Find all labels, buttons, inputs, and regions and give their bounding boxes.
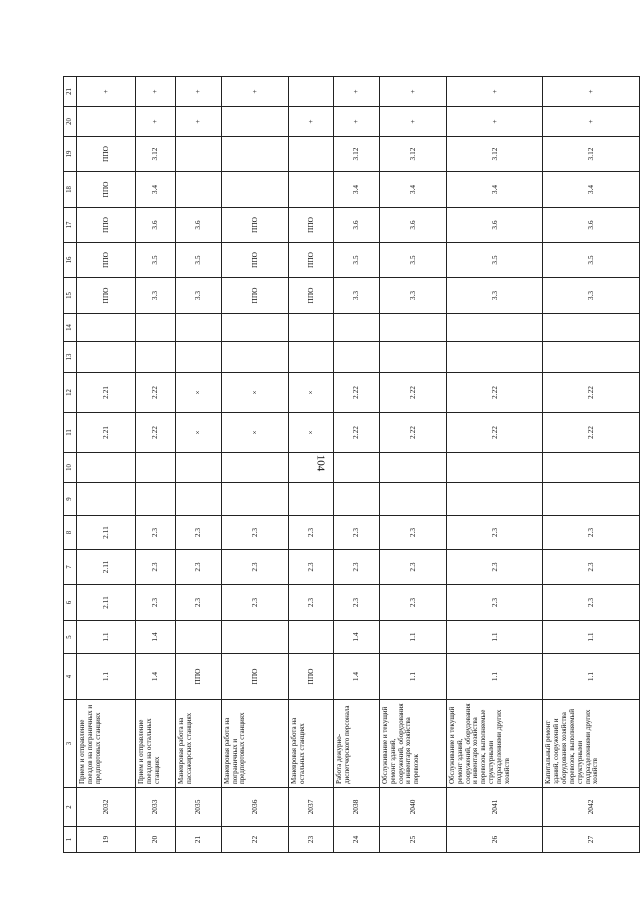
operation-name-cell: Обслуживание и текущий ремонт зданий, сооружений, оборудования и инвентаря хозяйства перевозок, выполняемые структурными подразделениями других хозяйств xyxy=(446,700,543,788)
code-cell: 2037 xyxy=(288,788,334,827)
column-header: 1 xyxy=(64,827,77,853)
operation-name-cell: Маневровая работа на пограничных и предпортовых станциях xyxy=(221,700,288,788)
table-row xyxy=(221,77,288,853)
value-cell: 3.12 xyxy=(543,137,640,172)
value-cell xyxy=(446,314,543,342)
value-cell xyxy=(288,342,334,373)
value-cell: + xyxy=(288,107,334,137)
table-row xyxy=(379,77,446,853)
operation-name-cell: Капитальный ремонт зданий, сооружений и оборудования хозяйства перевозок, выполняемый структурными подразделениями других хозяйств xyxy=(543,700,640,788)
value-cell xyxy=(221,137,288,172)
value-cell: 2.22 xyxy=(446,413,543,453)
row-number-cell: 26 xyxy=(446,827,543,853)
table-row xyxy=(543,77,640,853)
value-cell xyxy=(379,314,446,342)
value-cell: 2.22 xyxy=(379,413,446,453)
column-header: 4 xyxy=(64,654,77,700)
value-cell: 3.3 xyxy=(176,278,222,314)
column-header: 14 xyxy=(64,314,77,342)
value-cell xyxy=(221,621,288,654)
value-cell: ППО xyxy=(221,654,288,700)
column-header: 12 xyxy=(64,373,77,413)
accounting-table xyxy=(63,76,640,853)
column-header: 9 xyxy=(64,483,77,516)
value-cell: 3.12 xyxy=(446,137,543,172)
value-cell xyxy=(176,342,222,373)
value-cell: 2.3 xyxy=(135,550,175,585)
value-cell xyxy=(221,172,288,208)
value-cell: 2.3 xyxy=(379,550,446,585)
value-cell: + xyxy=(543,107,640,137)
value-cell: 3.3 xyxy=(379,278,446,314)
value-cell xyxy=(334,342,380,373)
value-cell: 2.22 xyxy=(334,413,380,453)
value-cell: 2.22 xyxy=(334,373,380,413)
value-cell: 1.1 xyxy=(77,621,136,654)
value-cell xyxy=(288,483,334,516)
table-row xyxy=(334,77,380,853)
value-cell xyxy=(288,453,334,483)
value-cell: 3.5 xyxy=(135,243,175,278)
value-cell xyxy=(543,314,640,342)
value-cell xyxy=(379,453,446,483)
value-cell xyxy=(543,483,640,516)
value-cell: 1.1 xyxy=(446,654,543,700)
value-cell: 3.3 xyxy=(334,278,380,314)
value-cell xyxy=(446,342,543,373)
value-cell xyxy=(334,314,380,342)
value-cell: 2.11 xyxy=(77,516,136,550)
value-cell: 2.3 xyxy=(543,585,640,621)
operation-name-cell: Прием и отправление поездов на остальных станциях xyxy=(135,700,175,788)
value-cell xyxy=(176,172,222,208)
value-cell: 2.3 xyxy=(176,585,222,621)
column-header: 17 xyxy=(64,208,77,243)
value-cell: × xyxy=(176,413,222,453)
value-cell: ППО xyxy=(288,208,334,243)
column-header: 8 xyxy=(64,516,77,550)
value-cell: 2.3 xyxy=(176,550,222,585)
value-cell: 3.5 xyxy=(543,243,640,278)
value-cell: ППО xyxy=(288,278,334,314)
value-cell xyxy=(288,314,334,342)
value-cell: 3.4 xyxy=(446,172,543,208)
value-cell: ППО xyxy=(288,654,334,700)
value-cell xyxy=(77,107,136,137)
value-cell xyxy=(288,137,334,172)
value-cell: + xyxy=(77,77,136,107)
value-cell xyxy=(221,453,288,483)
column-header: 6 xyxy=(64,585,77,621)
value-cell: 2.3 xyxy=(135,516,175,550)
column-header: 20 xyxy=(64,107,77,137)
value-cell: + xyxy=(334,77,380,107)
value-cell: 3.6 xyxy=(176,208,222,243)
value-cell: + xyxy=(221,77,288,107)
page-number: 104 xyxy=(314,454,327,472)
row-number-cell: 19 xyxy=(77,827,136,853)
value-cell: 3.6 xyxy=(379,208,446,243)
value-cell: 3.5 xyxy=(379,243,446,278)
value-cell xyxy=(176,621,222,654)
value-cell: ППО xyxy=(77,208,136,243)
column-header: 7 xyxy=(64,550,77,585)
code-cell: 2036 xyxy=(221,788,288,827)
value-cell xyxy=(379,342,446,373)
code-cell: 2035 xyxy=(176,788,222,827)
value-cell: 3.5 xyxy=(334,243,380,278)
column-header: 3 xyxy=(64,700,77,788)
column-header: 16 xyxy=(64,243,77,278)
row-number-cell: 27 xyxy=(543,827,640,853)
value-cell xyxy=(334,453,380,483)
operation-name-cell: Работа дежурно-диспетчерского персонала xyxy=(334,700,380,788)
value-cell: 2.3 xyxy=(543,516,640,550)
value-cell: 3.4 xyxy=(135,172,175,208)
value-cell: 1.1 xyxy=(446,621,543,654)
value-cell xyxy=(543,453,640,483)
value-cell: + xyxy=(135,107,175,137)
value-cell xyxy=(135,483,175,516)
value-cell: 3.3 xyxy=(135,278,175,314)
value-cell: 3.6 xyxy=(543,208,640,243)
value-cell: + xyxy=(543,77,640,107)
value-cell: + xyxy=(176,107,222,137)
column-header: 13 xyxy=(64,342,77,373)
value-cell: 1.1 xyxy=(77,654,136,700)
value-cell: 1.4 xyxy=(334,621,380,654)
row-number-cell: 21 xyxy=(176,827,222,853)
value-cell: 2.11 xyxy=(77,585,136,621)
value-cell: 3.6 xyxy=(446,208,543,243)
value-cell: 1.4 xyxy=(334,654,380,700)
value-cell: 2.22 xyxy=(379,373,446,413)
value-cell: × xyxy=(288,413,334,453)
column-header: 2 xyxy=(64,788,77,827)
value-cell xyxy=(221,314,288,342)
value-cell: 3.4 xyxy=(379,172,446,208)
value-cell: 3.4 xyxy=(543,172,640,208)
value-cell: 1.4 xyxy=(135,621,175,654)
value-cell: + xyxy=(446,107,543,137)
value-cell: 2.22 xyxy=(446,373,543,413)
value-cell xyxy=(176,314,222,342)
code-cell: 2033 xyxy=(135,788,175,827)
code-cell: 2038 xyxy=(334,788,380,827)
value-cell: 2.22 xyxy=(135,373,175,413)
value-cell: 2.21 xyxy=(77,413,136,453)
value-cell xyxy=(77,483,136,516)
value-cell xyxy=(77,314,136,342)
value-cell xyxy=(135,453,175,483)
operation-name-cell: Маневровая работа на остальных станциях xyxy=(288,700,334,788)
value-cell: 2.11 xyxy=(77,550,136,585)
operation-name-cell: Прием и отправление поездов на пограничных и предпортовых станциях xyxy=(77,700,136,788)
value-cell: + xyxy=(446,77,543,107)
value-cell: 2.3 xyxy=(221,585,288,621)
column-header: 11 xyxy=(64,413,77,453)
row-number-cell: 20 xyxy=(135,827,175,853)
operation-name-cell: Маневровая работа на пассажирских станциях xyxy=(176,700,222,788)
value-cell: × xyxy=(221,373,288,413)
table-row xyxy=(176,77,222,853)
value-cell: 3.12 xyxy=(334,137,380,172)
value-cell: 2.3 xyxy=(288,585,334,621)
value-cell: 3.3 xyxy=(543,278,640,314)
value-cell: 1.1 xyxy=(543,621,640,654)
column-header: 5 xyxy=(64,621,77,654)
value-cell: + xyxy=(135,77,175,107)
column-header: 15 xyxy=(64,278,77,314)
value-cell: ППО xyxy=(77,278,136,314)
value-cell: 2.22 xyxy=(543,373,640,413)
column-header: 10 xyxy=(64,453,77,483)
value-cell: 2.22 xyxy=(543,413,640,453)
value-cell: + xyxy=(379,77,446,107)
value-cell: 3.6 xyxy=(334,208,380,243)
column-header: 18 xyxy=(64,172,77,208)
value-cell xyxy=(446,453,543,483)
value-cell xyxy=(221,483,288,516)
value-cell: 2.3 xyxy=(288,516,334,550)
value-cell: 2.3 xyxy=(334,516,380,550)
value-cell: 2.3 xyxy=(176,516,222,550)
value-cell xyxy=(221,342,288,373)
value-cell: 2.3 xyxy=(379,516,446,550)
value-cell: ППО xyxy=(176,654,222,700)
row-number-cell: 22 xyxy=(221,827,288,853)
operation-name-cell: Обслуживание и текущий ремонт зданий, сооружений, оборудования и инвентаря хозяйства перевозок xyxy=(379,700,446,788)
value-cell: 2.21 xyxy=(77,373,136,413)
value-cell xyxy=(135,314,175,342)
value-cell xyxy=(334,483,380,516)
code-cell: 2041 xyxy=(446,788,543,827)
value-cell xyxy=(379,483,446,516)
value-cell: 2.3 xyxy=(446,516,543,550)
row-number-cell: 25 xyxy=(379,827,446,853)
value-cell: 3.4 xyxy=(334,172,380,208)
value-cell: ППО xyxy=(77,172,136,208)
value-cell: 3.6 xyxy=(135,208,175,243)
value-cell xyxy=(176,453,222,483)
value-cell: + xyxy=(379,107,446,137)
value-cell: 1.1 xyxy=(543,654,640,700)
column-header: 19 xyxy=(64,137,77,172)
table-body xyxy=(77,77,640,853)
value-cell: × xyxy=(221,413,288,453)
value-cell: 1.4 xyxy=(135,654,175,700)
column-number-row xyxy=(64,77,77,853)
value-cell xyxy=(288,172,334,208)
code-cell: 2032 xyxy=(77,788,136,827)
value-cell xyxy=(176,137,222,172)
value-cell xyxy=(543,342,640,373)
value-cell: 2.3 xyxy=(446,550,543,585)
value-cell: 3.12 xyxy=(135,137,175,172)
value-cell: ППО xyxy=(221,208,288,243)
row-number-cell: 24 xyxy=(334,827,380,853)
value-cell: 2.3 xyxy=(379,585,446,621)
value-cell: + xyxy=(176,77,222,107)
value-cell: 2.3 xyxy=(135,585,175,621)
value-cell xyxy=(288,621,334,654)
value-cell: 3.5 xyxy=(446,243,543,278)
value-cell: ППО xyxy=(221,278,288,314)
value-cell: × xyxy=(176,373,222,413)
rotated-table-container xyxy=(63,77,640,853)
value-cell: 1.1 xyxy=(379,621,446,654)
code-cell: 2042 xyxy=(543,788,640,827)
value-cell xyxy=(221,107,288,137)
value-cell xyxy=(176,483,222,516)
value-cell: 3.3 xyxy=(446,278,543,314)
value-cell: × xyxy=(288,373,334,413)
value-cell: 2.3 xyxy=(446,585,543,621)
table-row xyxy=(77,77,136,853)
value-cell: ППО xyxy=(221,243,288,278)
value-cell xyxy=(135,342,175,373)
value-cell: 3.12 xyxy=(379,137,446,172)
value-cell: ППО xyxy=(77,137,136,172)
value-cell: 2.22 xyxy=(135,413,175,453)
value-cell: 2.3 xyxy=(543,550,640,585)
value-cell: 2.3 xyxy=(221,516,288,550)
column-header: 21 xyxy=(64,77,77,107)
value-cell: 2.3 xyxy=(334,550,380,585)
value-cell: ППО xyxy=(77,243,136,278)
value-cell: 2.3 xyxy=(221,550,288,585)
value-cell xyxy=(446,483,543,516)
value-cell: + xyxy=(334,107,380,137)
value-cell: 3.5 xyxy=(176,243,222,278)
value-cell xyxy=(77,342,136,373)
value-cell: 1.1 xyxy=(379,654,446,700)
value-cell: ППО xyxy=(288,243,334,278)
table-row xyxy=(135,77,175,853)
table-row xyxy=(288,77,334,853)
value-cell: 2.3 xyxy=(334,585,380,621)
row-number-cell: 23 xyxy=(288,827,334,853)
value-cell xyxy=(288,77,334,107)
value-cell: 2.3 xyxy=(288,550,334,585)
table-row xyxy=(446,77,543,853)
code-cell: 2040 xyxy=(379,788,446,827)
value-cell xyxy=(77,453,136,483)
